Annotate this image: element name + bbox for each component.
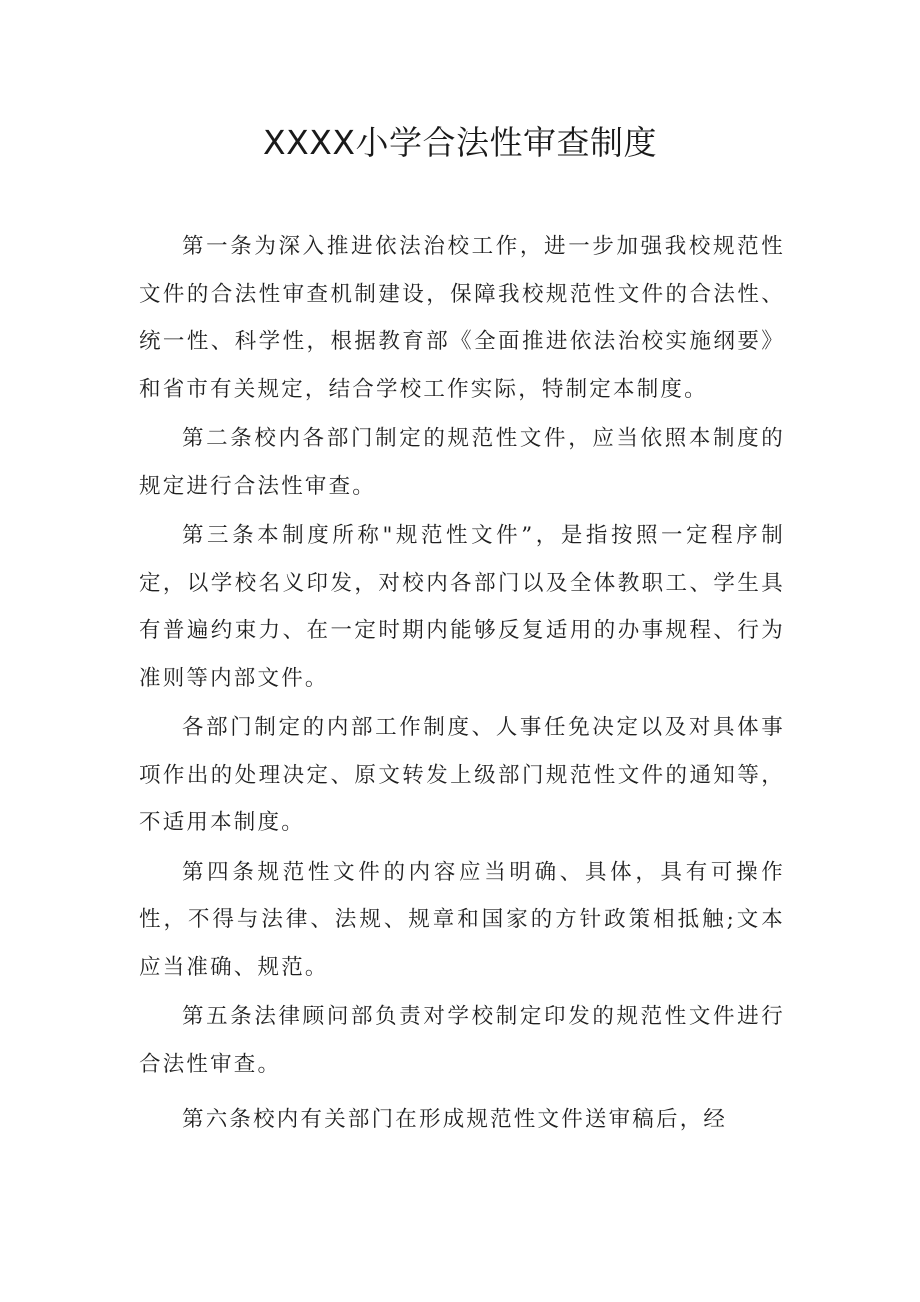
article-1-paragraph: 第一条为深入推进依法治校工作，进一步加强我校规范性文件的合法性审查机制建设，保障我校规范性文件的合法性、统一性、科学性，根据教育部《全面推进依法治校实施纲要》和省市有关规定，结合学校工作实际，特制定本制度。 <box>139 234 785 402</box>
document-title: XXXX小学合法性审查制度 <box>263 123 657 162</box>
article-3-exclusion-paragraph: 各部门制定的内部工作制度、人事任免决定以及对具体事项作出的处理决定、原文转发上级部门规范性文件的通知等，不适用本制度。 <box>139 715 785 835</box>
article-3-paragraph: 第三条本制度所称"规范性文件”，是指按照一定程序制定，以学校名义印发，对校内各部门以及全体教职工、学生具有普遍约束力、在一定时期内能够反复适用的办事规程、行为准则等内部文件。 <box>139 523 785 691</box>
article-6-paragraph: 第六条校内有关部门在形成规范性文件送审稿后，经 <box>182 1107 728 1132</box>
document-body <box>139 223 785 1146</box>
article-5-paragraph: 第五条法律顾问部负责对学校制定印发的规范性文件进行合法性审查。 <box>139 1004 785 1077</box>
article-4-paragraph: 第四条规范性文件的内容应当明确、具体，具有可操作性，不得与法律、法规、规章和国家的方针政策相抵触;文本应当准确、规范。 <box>139 859 785 980</box>
article-2-paragraph: 第二条校内各部门制定的规范性文件，应当依照本制度的规定进行合法性审查。 <box>139 426 785 499</box>
